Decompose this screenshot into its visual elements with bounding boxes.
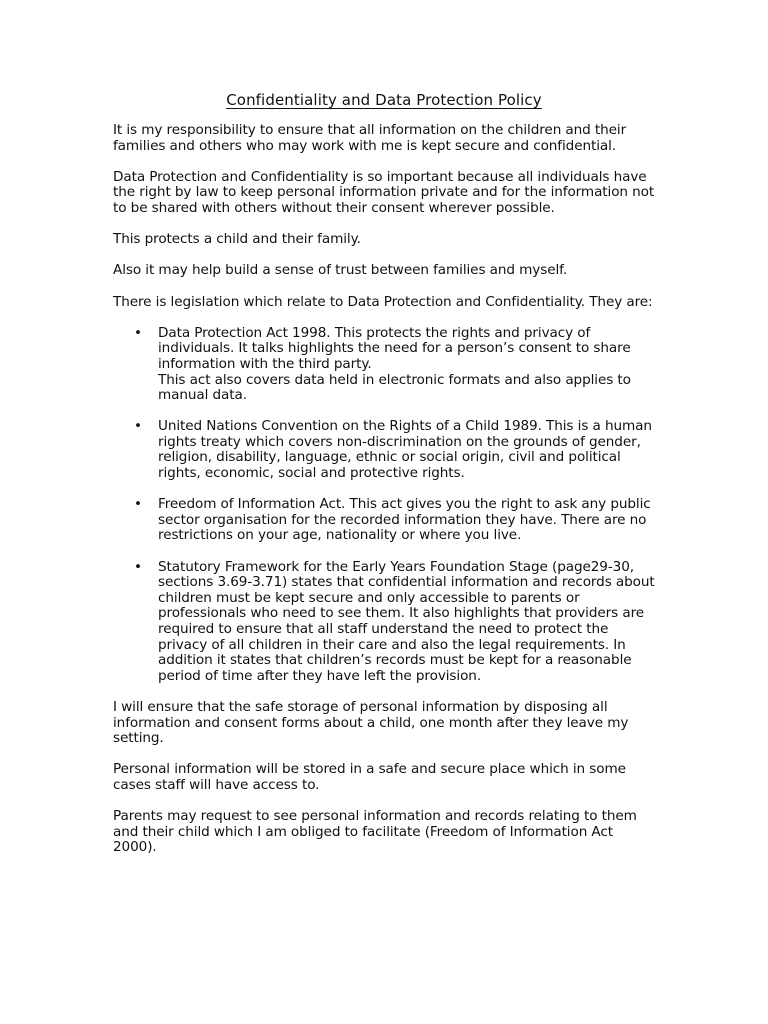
paragraph: This protects a child and their family. [113,231,361,248]
list-item [113,560,658,685]
list-item-text: Freedom of Information Act. This act gives you the right to ask any public sector organisation for the recorded information they have. There are no restrictions on your age, nationality or where you live. [158,496,651,544]
list-item [113,497,658,544]
list-item-text: Statutory Framework for the Early Years Foundation Stage (page29-30, sections 3.69-3.71) states that confidential information and records about children must be kept secure and only accessible to parents or professionals who need to see them. It also highlights that providers are required to ensure that all staff understand the need to protect the privacy of all children in their care and also the legal requirements. In addition it states that children’s records must be kept for a reasonable period of time after they have left the provision. [158,558,655,684]
paragraph: Also it may help build a sense of trust between families and myself. [113,262,568,279]
list-item-text: Data Protection Act 1998. This protects the rights and privacy of individuals. It talks highlights the need for a person’s consent to share information with the third party. [158,324,631,372]
paragraph: Personal information will be stored in a safe and secure place which in some cases staff will have access to. [113,761,626,793]
list-item [113,419,658,481]
bullet-icon: • [134,418,142,435]
list-item-text: United Nations Convention on the Rights of a Child 1989. This is a human rights treaty which covers non-discrimination on the grounds of gender, religion, disability, language, ethnic or social origin, civil and political rights, economic, social and protective rights. [158,418,652,482]
paragraph: I will ensure that the safe storage of personal information by disposing all information and consent forms about a child, one month after they leave my setting. [113,698,629,747]
document-body [113,123,658,872]
page-title: Confidentiality and Data Protection Policy [226,91,542,109]
bullet-icon: • [134,558,142,575]
bullet-icon: • [134,324,142,341]
bullet-icon: • [134,496,142,513]
paragraph: Data Protection and Confidentiality is so important because all individuals have the right by law to keep personal information private and for the information not to be shared with others without their consent wherever possible. [113,168,655,216]
list-item-extra: This act also covers data held in electronic formats and also applies to manual data. [158,371,631,404]
list-item [113,326,658,404]
paragraph: It is my responsibility to ensure that all information on the children and their families and others who may work with me is kept secure and confidential. [113,122,627,154]
paragraph: Parents may request to see personal information and records relating to them and their child which I am obliged to facilitate (Freedom of Information Act 2000). [113,808,637,856]
legislation-list [113,326,658,685]
paragraph: There is legislation which relate to Data Protection and Confidentiality. They are: [113,293,653,310]
